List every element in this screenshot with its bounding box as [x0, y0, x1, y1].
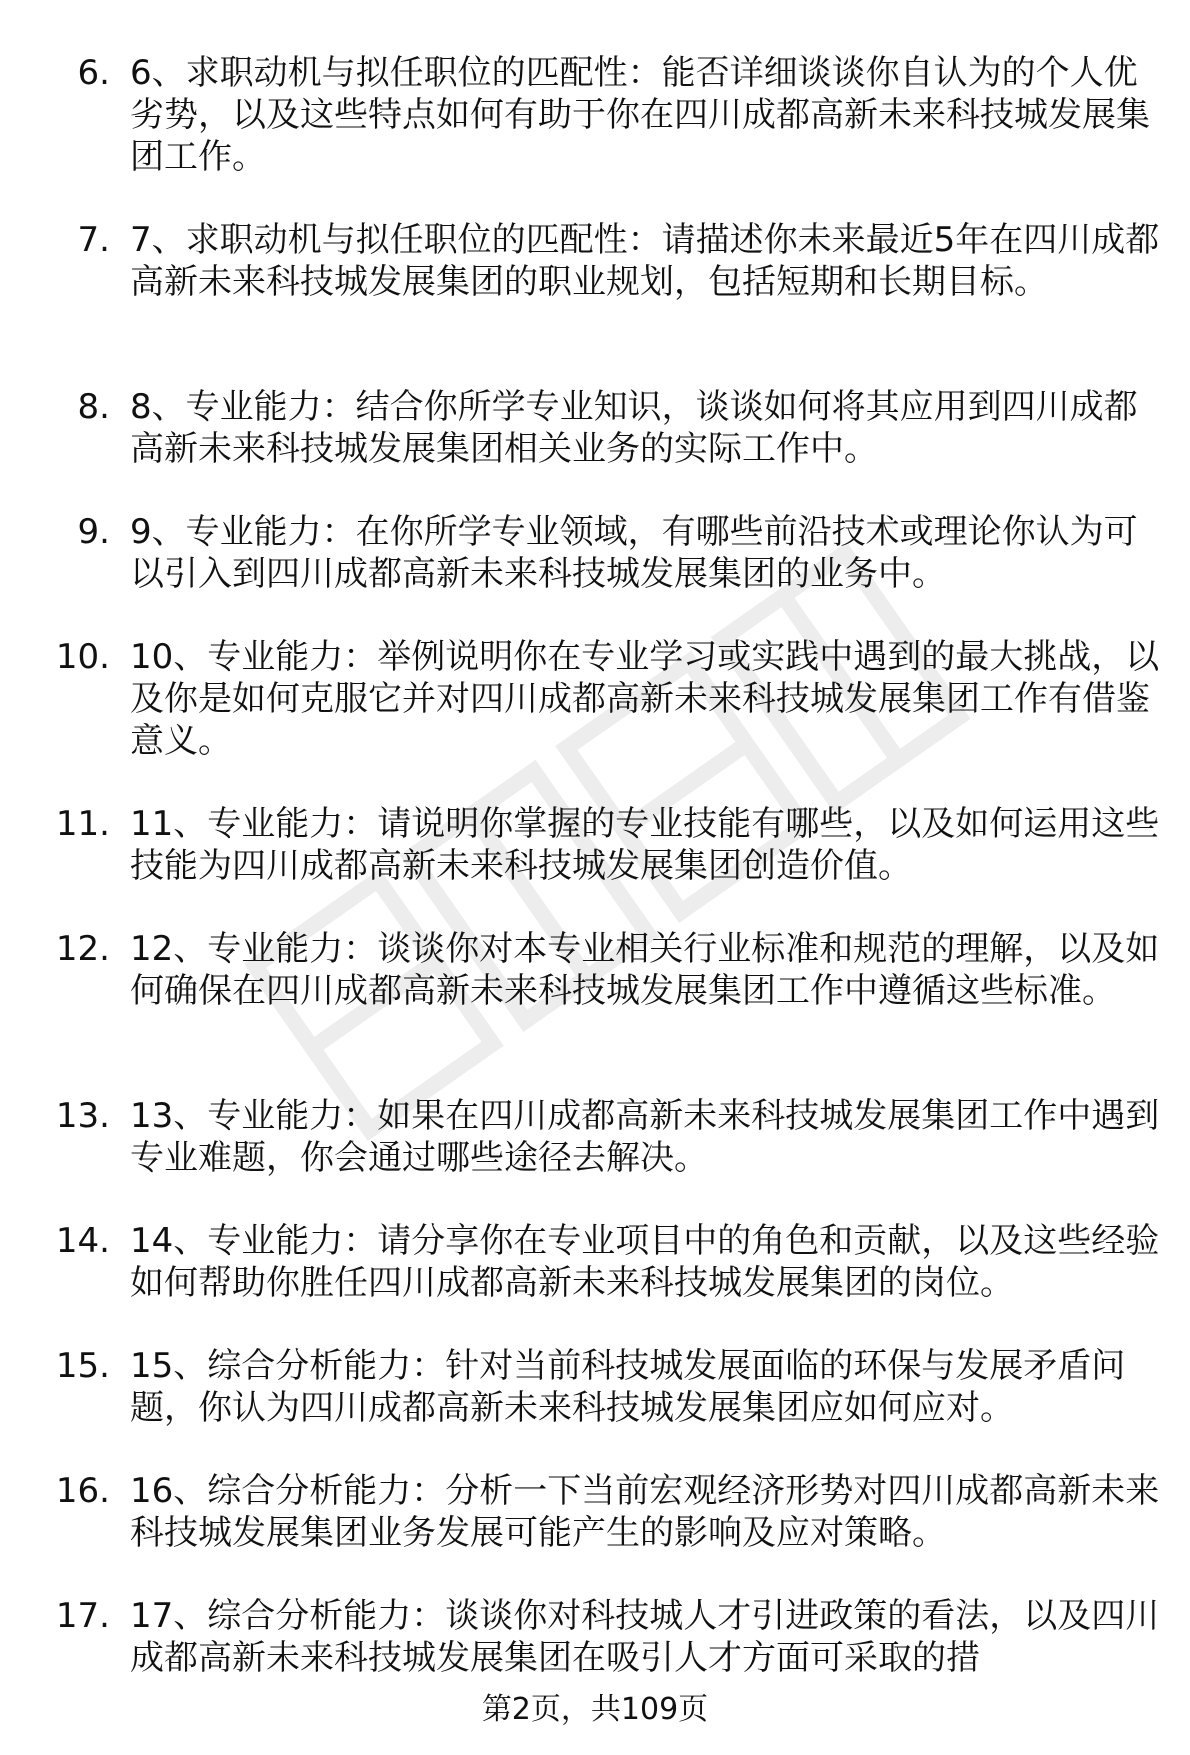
question-number: 9.	[77, 512, 110, 552]
question-text: 15、综合分析能力：针对当前科技城发展面临的环保与发展矛盾问题，你认为四川成都高新未来科技城发展集团应如何应对。	[130, 1346, 1126, 1428]
question-item	[0, 928, 1190, 1095]
question-number: 6.	[77, 53, 110, 93]
question-number: 8.	[77, 387, 110, 427]
question-item	[0, 219, 1190, 386]
question-item	[0, 1220, 1190, 1345]
question-number: 16.	[55, 1471, 110, 1511]
question-text: 8、专业能力：结合你所学专业知识，谈谈如何将其应用到四川成都高新未来科技城发展集团相关业务的实际工作中。	[130, 387, 1138, 469]
question-text: 14、专业能力：请分享你在专业项目中的角色和贡献，以及这些经验如何帮助你胜任四川成都高新未来科技城发展集团的岗位。	[130, 1221, 1160, 1303]
question-number: 17.	[55, 1596, 110, 1636]
question-text: 13、专业能力：如果在四川成都高新未来科技城发展集团工作中遇到专业难题，你会通过哪些途径去解决。	[130, 1096, 1160, 1178]
question-item	[0, 52, 1190, 219]
question-number: 7.	[77, 220, 110, 260]
question-number: 15.	[55, 1346, 110, 1386]
question-number: 14.	[55, 1221, 110, 1261]
question-item	[0, 386, 1190, 511]
question-item	[0, 511, 1190, 636]
question-item	[0, 1470, 1190, 1595]
question-text: 9、专业能力：在你所学专业领域，有哪些前沿技术或理论你认为可以引入到四川成都高新未来科技城发展集团的业务中。	[130, 512, 1138, 594]
question-number: 10.	[55, 637, 110, 677]
question-item	[0, 803, 1190, 928]
question-item	[0, 1095, 1190, 1220]
question-item	[0, 1345, 1190, 1470]
question-text: 10、专业能力：举例说明你在专业学习或实践中遇到的最大挑战，以及你是如何克服它并对四川成都高新未来科技城发展集团工作有借鉴意义。	[130, 637, 1160, 761]
question-number: 12.	[55, 929, 110, 969]
question-list	[0, 52, 1190, 1720]
question-text: 7、求职动机与拟任职位的匹配性：请描述你未来最近5年在四川成都高新未来科技城发展集团的职业规划，包括短期和长期目标。	[130, 220, 1160, 302]
question-text: 17、综合分析能力：谈谈你对科技城人才引进政策的看法，以及四川成都高新未来科技城发展集团在吸引人才方面可采取的措	[130, 1596, 1160, 1678]
question-item	[0, 636, 1190, 803]
question-number: 13.	[55, 1096, 110, 1136]
question-text: 16、综合分析能力：分析一下当前宏观经济形势对四川成都高新未来科技城发展集团业务发展可能产生的影响及应对策略。	[130, 1471, 1160, 1553]
page-number: 第2页，共109页	[481, 1692, 709, 1727]
question-text: 12、专业能力：谈谈你对本专业相关行业标准和规范的理解，以及如何确保在四川成都高新未来科技城发展集团工作中遵循这些标准。	[130, 929, 1160, 1011]
question-text: 11、专业能力：请说明你掌握的专业技能有哪些，以及如何运用这些技能为四川成都高新未来科技城发展集团创造价值。	[130, 804, 1160, 886]
question-number: 11.	[55, 804, 110, 844]
question-text: 6、求职动机与拟任职位的匹配性：能否详细谈谈你自认为的个人优劣势，以及这些特点如何有助于你在四川成都高新未来科技城发展集团工作。	[130, 53, 1150, 177]
